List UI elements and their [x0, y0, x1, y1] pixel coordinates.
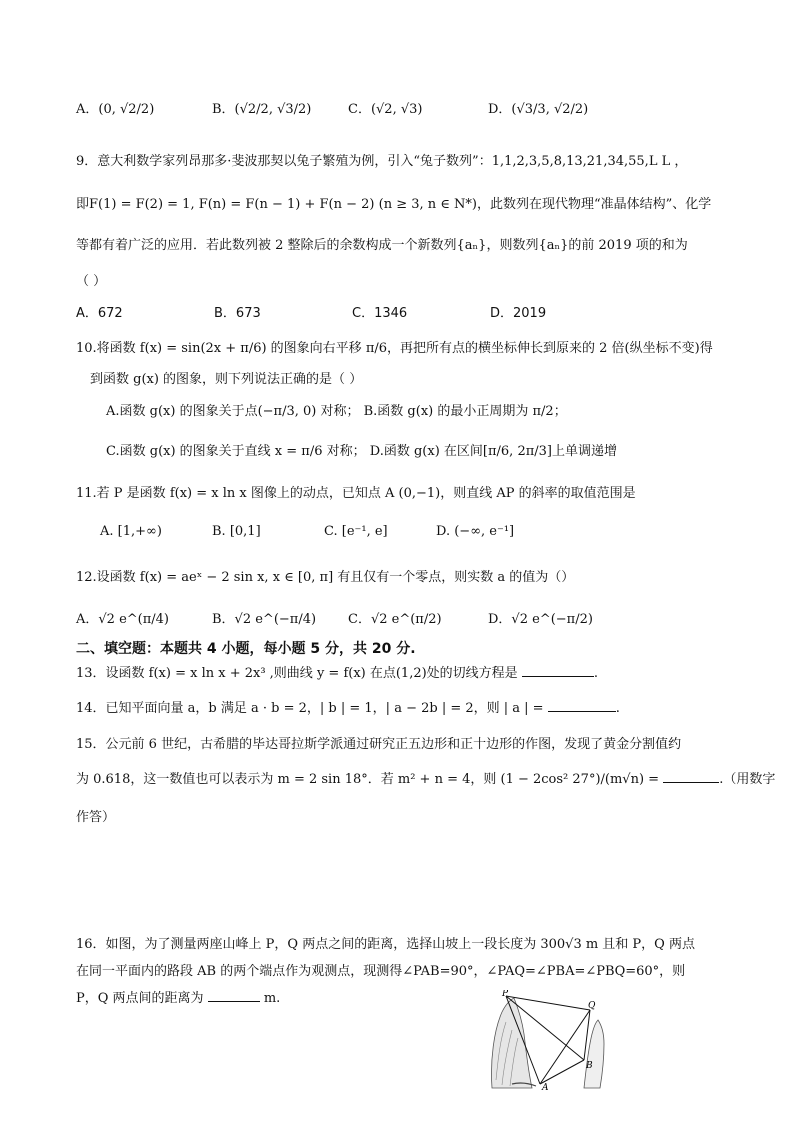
q9-option-a: A．672 — [76, 306, 123, 321]
q11-option-d: D. (−∞, e⁻¹] — [436, 524, 515, 539]
q13-text: 13．设函数 f(x) = x ln x + 2x³ ,则曲线 y = f(x) 在点(1,2)处的切线方程是 — [76, 666, 518, 681]
q15-line2-text: 为 0.618，这一数值也可以表示为 m = 2 sin 18°．若 m² + n = 4，则 (1 − 2cos² 27°)/(m√n) = — [76, 772, 660, 787]
q8-option-d: D．(√3/3, √2/2) — [488, 102, 589, 117]
label-p: P — [502, 990, 509, 999]
q16-answer-blank[interactable] — [208, 989, 260, 1002]
q9-line4: （ ） — [76, 274, 107, 289]
q12-option-d: D．√2 e^(−π/2) — [488, 612, 593, 627]
q11-option-b: B. [0,1] — [212, 524, 261, 539]
q14-end: . — [615, 701, 620, 716]
segment-aq — [540, 1010, 590, 1084]
q8-option-c: C．(√2, √3) — [348, 102, 423, 117]
q13-end: . — [593, 666, 598, 681]
q9-line1: 9．意大利数学家列昂那多·斐波那契以兔子繁殖为例，引入“兔子数列”：1,1,2,3,5,8,13,21,34,55,L L ， — [76, 154, 688, 169]
q16-mountain-figure — [488, 990, 618, 1090]
q16-line3 — [76, 987, 280, 1006]
q16-line1: 16．如图，为了测量两座山峰上 P，Q 两点之间的距离，选择山坡上一段长度为 300√3 m 且和 P，Q 两点 — [76, 937, 695, 952]
q9-line2: 即F(1) = F(2) = 1, F(n) = F(n − 1) + F(n − 2) (n ≥ 3, n ∈ N*)，此数列在现代物理“准晶体结构”、化学 — [76, 197, 712, 212]
segment-pq — [506, 996, 590, 1010]
q14-text: 14．已知平面向量 a，b 满足 a · b = 2，| b | = 1，| a − 2b | = 2，则 | a | = — [76, 701, 544, 716]
label-a: A — [542, 1083, 549, 1090]
q16-line3-text: P，Q 两点间的距离为 — [76, 991, 204, 1006]
q10-line2: 到函数 g(x) 的图象，则下列说法正确的是（ ） — [90, 372, 363, 387]
q12-option-b: B．√2 e^(−π/4) — [212, 612, 317, 627]
q12-line1: 12.设函数 f(x) = aeˣ − 2 sin x, x ∈ [0, π] 有且仅有一个零点，则实数 a 的值为（） — [76, 570, 575, 585]
q16-line3-end: m. — [263, 991, 281, 1006]
q9-option-c: C．1346 — [352, 306, 408, 321]
q11-option-c: C. [e⁻¹, e] — [324, 524, 388, 539]
q11-option-a: A. [1,+∞) — [100, 524, 162, 539]
segment-ab — [540, 1060, 584, 1084]
q14-answer-blank[interactable] — [548, 699, 616, 712]
q15-line2 — [76, 768, 775, 787]
q14-line — [76, 697, 620, 716]
q16-line2: 在同一平面内的路段 AB 的两个端点作为观测点，现测得∠PAB=90°，∠PAQ=∠PBA=∠PBQ=60°，则 — [76, 964, 686, 979]
label-q: Q — [588, 1001, 596, 1011]
q11-line1: 11.若 P 是函数 f(x) = x ln x 图像上的动点，已知点 A (0,−1)，则直线 AP 的斜率的取值范围是 — [76, 486, 636, 501]
q10-option-ab: A.函数 g(x) 的图象关于点(−π/3, 0) 对称； B.函数 g(x) 的最小正周期为 π/2； — [106, 404, 567, 419]
section-title: 二、填空题：本题共 4 小题，每小题 5 分，共 20 分. — [76, 641, 416, 657]
q10-line1: 10.将函数 f(x) = sin(2x + π/6) 的图象向右平移 π/6，再把所有点的横坐标伸长到原来的 2 倍(纵坐标不变)得 — [76, 341, 713, 356]
q10-option-cd: C.函数 g(x) 的图象关于直线 x = π/6 对称； D.函数 g(x) 在区间[π/6, 2π/3]上单调递增 — [106, 444, 617, 459]
q15-line2-end: .（用数字 — [719, 772, 776, 787]
q8-option-b: B．(√2/2, √3/2) — [212, 102, 312, 117]
q15-line3: 作答） — [76, 810, 116, 825]
q9-line3: 等都有着广泛的应用．若此数列被 2 整除后的余数构成一个新数列{aₙ}，则数列{aₙ}的前 2019 项的和为 — [76, 238, 688, 253]
q9-option-b: B．673 — [214, 306, 261, 321]
q13-line — [76, 662, 598, 681]
q15-line1: 15．公元前 6 世纪，古希腊的毕达哥拉斯学派通过研究正五边形和正十边形的作图，发现了黄金分割值约 — [76, 737, 682, 752]
right-mountain-shape — [584, 1020, 604, 1088]
q15-answer-blank[interactable] — [663, 770, 719, 783]
q13-answer-blank[interactable] — [522, 664, 594, 677]
q12-option-c: C．√2 e^(π/2) — [348, 612, 442, 627]
q8-option-a: A．(0, √2/2) — [76, 102, 155, 117]
label-b: B — [586, 1061, 593, 1071]
q12-option-a: A．√2 e^(π/4) — [76, 612, 169, 627]
q9-option-d: D．2019 — [490, 306, 547, 321]
